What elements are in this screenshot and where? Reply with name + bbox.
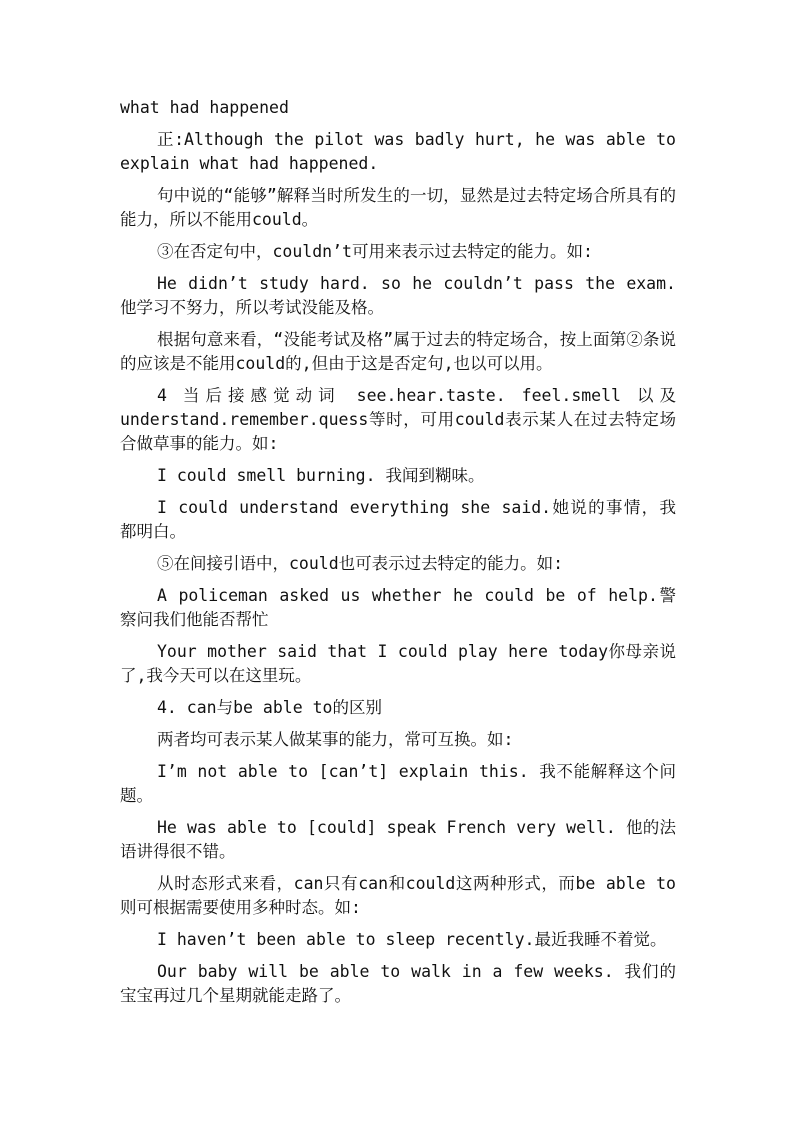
paragraph-18: I haven’t been able to sleep recently.最近我睡不着觉。 [157,930,667,949]
paragraph-13: 4. can与be able to的区别 [157,698,382,717]
paragraph-17: 从时态形式来看，can只有can和could这两种形式，而be able to则可根据需要使用多种时态。如: [120,874,676,917]
paragraph-8: I could smell burning. 我闻到糊味。 [157,466,485,485]
paragraph-14: 两者均可表示某人做某事的能力，常可互换。如: [157,730,514,749]
paragraph-6: 根据句意来看，“没能考试及格”属于过去的特定场合，按上面第②条说的应该是不能用could的,但由于这是否定句,也以可以用。 [120,330,676,373]
paragraph-7: 4 当后接感觉动词 see.hear.taste. feel.smell 以及 understand.remember.quess等时，可用could表示某人在过去特定场合做草事的能力。如: [120,386,676,453]
paragraph-11: A policeman asked us whether he could be of help.警察问我们他能否帮忙 [120,586,676,629]
paragraph-12: Your mother said that I could play here today你母亲说了,我今天可以在这里玩。 [120,642,676,685]
paragraph-1: what had happened [120,98,289,117]
document-body [120,96,676,1016]
paragraph-16: He was able to [could] speak French very well. 他的法语讲得很不错。 [120,818,676,861]
paragraph-15: I’m not able to [can’t] explain this. 我不能解释这个问题。 [120,762,676,805]
paragraph-4: ③在否定句中，couldn’t可用来表示过去特定的能力。如: [157,242,593,261]
paragraph-2: 正:Although the pilot was badly hurt, he was able to explain what had happened. [120,130,676,173]
paragraph-9: I could understand everything she said.她说的事情，我都明白。 [120,498,676,541]
paragraph-10: ⑤在间接引语中，could也可表示过去特定的能力。如: [157,554,564,573]
paragraph-19: Our baby will be able to walk in a few weeks. 我们的宝宝再过几个星期就能走路了。 [120,962,676,1005]
paragraph-5: He didn’t study hard. so he couldn’t pass the exam.他学习不努力，所以考试没能及格。 [120,274,676,317]
paragraph-3: 句中说的“能够”解释当时所发生的一切，显然是过去特定场合所具有的能力，所以不能用could。 [120,186,676,229]
